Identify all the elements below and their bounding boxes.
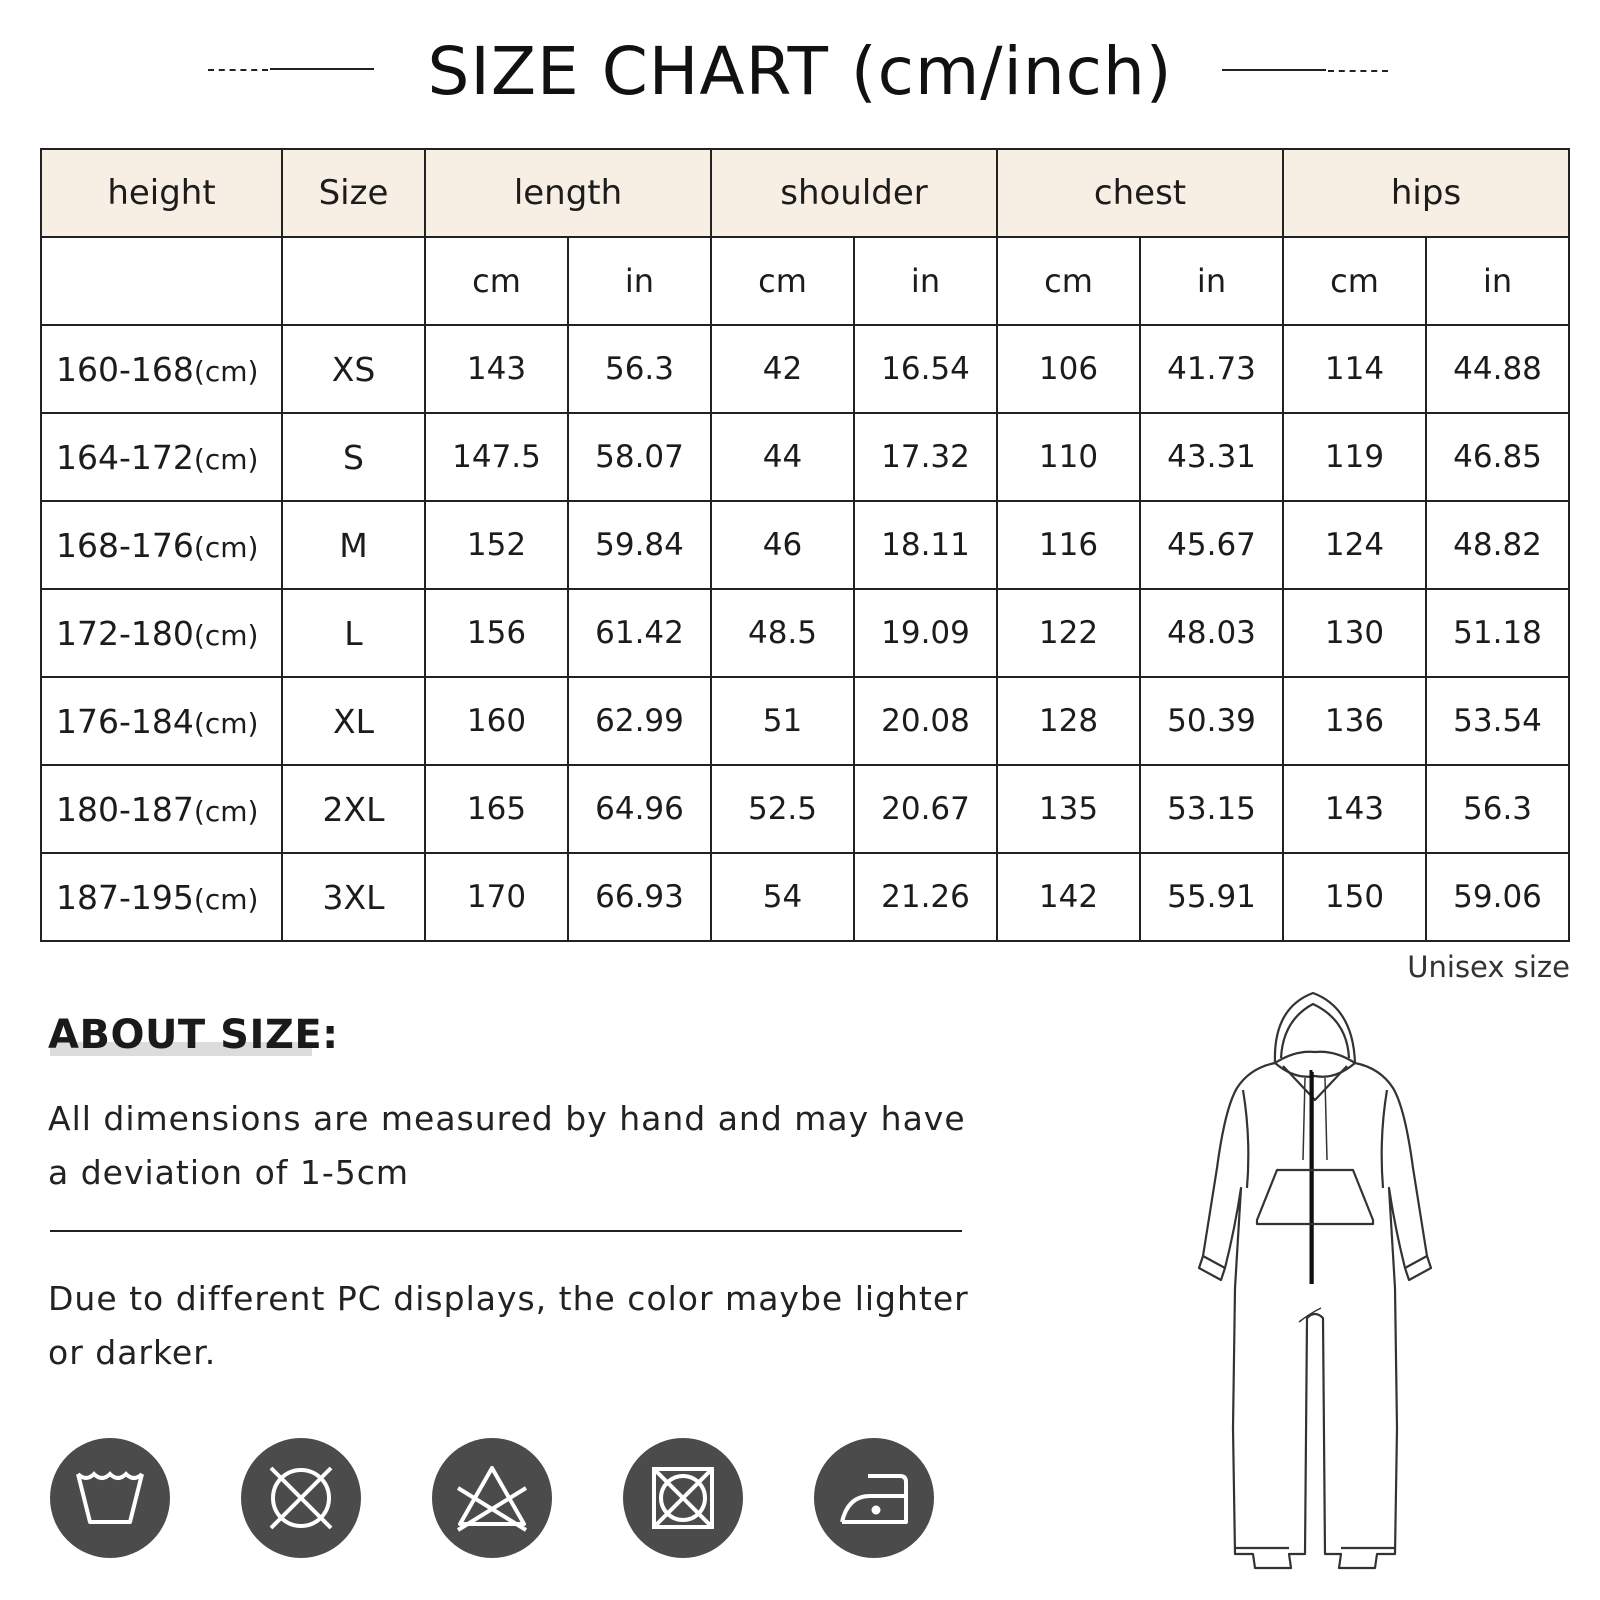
measurement-cell: 143 (1283, 765, 1426, 853)
measurement-cell: 44 (711, 413, 854, 501)
measurement-cell: 152 (425, 501, 568, 589)
table-body (41, 325, 1569, 941)
do-not-bleach-icon (432, 1438, 552, 1558)
measurement-cell: 20.67 (854, 765, 997, 853)
height-unit: (cm) (193, 530, 259, 564)
measurement-cell: 44.88 (1426, 325, 1569, 413)
measurement-cell: 55.91 (1140, 853, 1283, 941)
size-cell: XS (282, 325, 425, 413)
unit-cm: cm (425, 237, 568, 325)
measurement-cell: 128 (997, 677, 1140, 765)
height-unit: (cm) (193, 354, 259, 388)
measurement-cell: 165 (425, 765, 568, 853)
height-range: 180-187 (56, 789, 194, 829)
height-cell (41, 853, 282, 941)
measurement-cell: 53.15 (1140, 765, 1283, 853)
unisex-note: Unisex size (1407, 950, 1570, 984)
measurement-cell: 147.5 (425, 413, 568, 501)
measurement-cell: 54 (711, 853, 854, 941)
height-unit: (cm) (193, 794, 259, 828)
size-cell: 2XL (282, 765, 425, 853)
measurement-cell: 41.73 (1140, 325, 1283, 413)
measurement-cell: 124 (1283, 501, 1426, 589)
height-cell (41, 765, 282, 853)
header-shoulder: shoulder (711, 149, 997, 237)
height-cell (41, 413, 282, 501)
measurement-cell: 43.31 (1140, 413, 1283, 501)
unit-in: in (1140, 237, 1283, 325)
measurement-cell: 46 (711, 501, 854, 589)
title-deco-right-line (1222, 69, 1326, 71)
measurement-cell: 48.03 (1140, 589, 1283, 677)
height-range: 160-168 (56, 349, 194, 389)
measurement-cell: 51.18 (1426, 589, 1569, 677)
unit-cell-empty (282, 237, 425, 325)
measurement-cell: 142 (997, 853, 1140, 941)
height-cell (41, 677, 282, 765)
table-row (41, 765, 1569, 853)
section-divider (50, 1230, 962, 1232)
unit-in: in (854, 237, 997, 325)
header-hips: hips (1283, 149, 1569, 237)
measurement-cell: 51 (711, 677, 854, 765)
measurement-cell: 116 (997, 501, 1140, 589)
height-cell (41, 325, 282, 413)
height-range: 172-180 (56, 613, 194, 653)
measurement-cell: 110 (997, 413, 1140, 501)
measurement-cell: 20.08 (854, 677, 997, 765)
height-range: 164-172 (56, 437, 194, 477)
header-size: Size (282, 149, 425, 237)
header-chest: chest (997, 149, 1283, 237)
unit-cell-empty (41, 237, 282, 325)
height-unit: (cm) (193, 706, 259, 740)
unit-in: in (568, 237, 711, 325)
table-header-row (41, 149, 1569, 237)
page-title: SIZE CHART (cm/inch) (427, 33, 1173, 110)
about-size-heading: ABOUT SIZE: (48, 1012, 339, 1058)
table-row (41, 853, 1569, 941)
do-not-tumble-dry-icon (623, 1438, 743, 1558)
size-cell: L (282, 589, 425, 677)
header-height: height (41, 149, 282, 237)
table-row (41, 677, 1569, 765)
measurement-cell: 136 (1283, 677, 1426, 765)
measurement-cell: 21.26 (854, 853, 997, 941)
measurement-cell: 106 (997, 325, 1140, 413)
measurement-cell: 143 (425, 325, 568, 413)
height-range: 168-176 (56, 525, 194, 565)
measurement-cell: 122 (997, 589, 1140, 677)
table-unit-row (41, 237, 1569, 325)
size-cell: 3XL (282, 853, 425, 941)
measurement-cell: 170 (425, 853, 568, 941)
unit-cm: cm (997, 237, 1140, 325)
height-unit: (cm) (193, 882, 259, 916)
table-row (41, 589, 1569, 677)
measurement-cell: 119 (1283, 413, 1426, 501)
unit-cm: cm (711, 237, 854, 325)
measurement-note: All dimensions are measured by hand and may have a deviation of 1-5cm (48, 1099, 966, 1192)
measurement-cell: 58.07 (568, 413, 711, 501)
height-cell (41, 589, 282, 677)
measurement-cell: 59.06 (1426, 853, 1569, 941)
table-row (41, 325, 1569, 413)
measurement-cell: 52.5 (711, 765, 854, 853)
height-range: 187-195 (56, 877, 194, 917)
measurement-cell: 64.96 (568, 765, 711, 853)
measurement-cell: 18.11 (854, 501, 997, 589)
do-not-wash-icon (241, 1438, 361, 1558)
measurement-cell: 48.5 (711, 589, 854, 677)
measurement-cell: 48.82 (1426, 501, 1569, 589)
height-range: 176-184 (56, 701, 194, 741)
title-deco-right-dash (1328, 70, 1388, 72)
size-cell: XL (282, 677, 425, 765)
measurement-cell: 46.85 (1426, 413, 1569, 501)
header-length: length (425, 149, 711, 237)
color-note: Due to different PC displays, the color maybe lighter or darker. (48, 1279, 969, 1372)
unit-in: in (1426, 237, 1569, 325)
title-row (0, 30, 1600, 120)
measurement-cell: 45.67 (1140, 501, 1283, 589)
table-row (41, 501, 1569, 589)
size-cell: M (282, 501, 425, 589)
measurement-cell: 56.3 (1426, 765, 1569, 853)
table-row (41, 413, 1569, 501)
about-size-heading-block (48, 1012, 339, 1058)
height-cell (41, 501, 282, 589)
size-cell: S (282, 413, 425, 501)
measurement-cell: 62.99 (568, 677, 711, 765)
measurement-cell: 56.3 (568, 325, 711, 413)
measurement-cell: 42 (711, 325, 854, 413)
low-iron-icon (814, 1438, 934, 1558)
measurement-cell: 61.42 (568, 589, 711, 677)
measurement-cell: 16.54 (854, 325, 997, 413)
measurement-cell: 160 (425, 677, 568, 765)
measurement-cell: 156 (425, 589, 568, 677)
measurement-cell: 150 (1283, 853, 1426, 941)
measurement-cell: 59.84 (568, 501, 711, 589)
size-chart-table (40, 148, 1570, 942)
measurement-cell: 130 (1283, 589, 1426, 677)
measurement-cell: 135 (997, 765, 1140, 853)
measurement-cell: 50.39 (1140, 677, 1283, 765)
height-unit: (cm) (193, 618, 259, 652)
measurement-cell: 19.09 (854, 589, 997, 677)
measurement-cell: 114 (1283, 325, 1426, 413)
height-unit: (cm) (193, 442, 259, 476)
measurement-cell: 17.32 (854, 413, 997, 501)
onesie-illustration (1195, 988, 1435, 1582)
unit-cm: cm (1283, 237, 1426, 325)
measurement-cell: 66.93 (568, 853, 711, 941)
hand-wash-icon (50, 1438, 170, 1558)
measurement-cell: 53.54 (1426, 677, 1569, 765)
